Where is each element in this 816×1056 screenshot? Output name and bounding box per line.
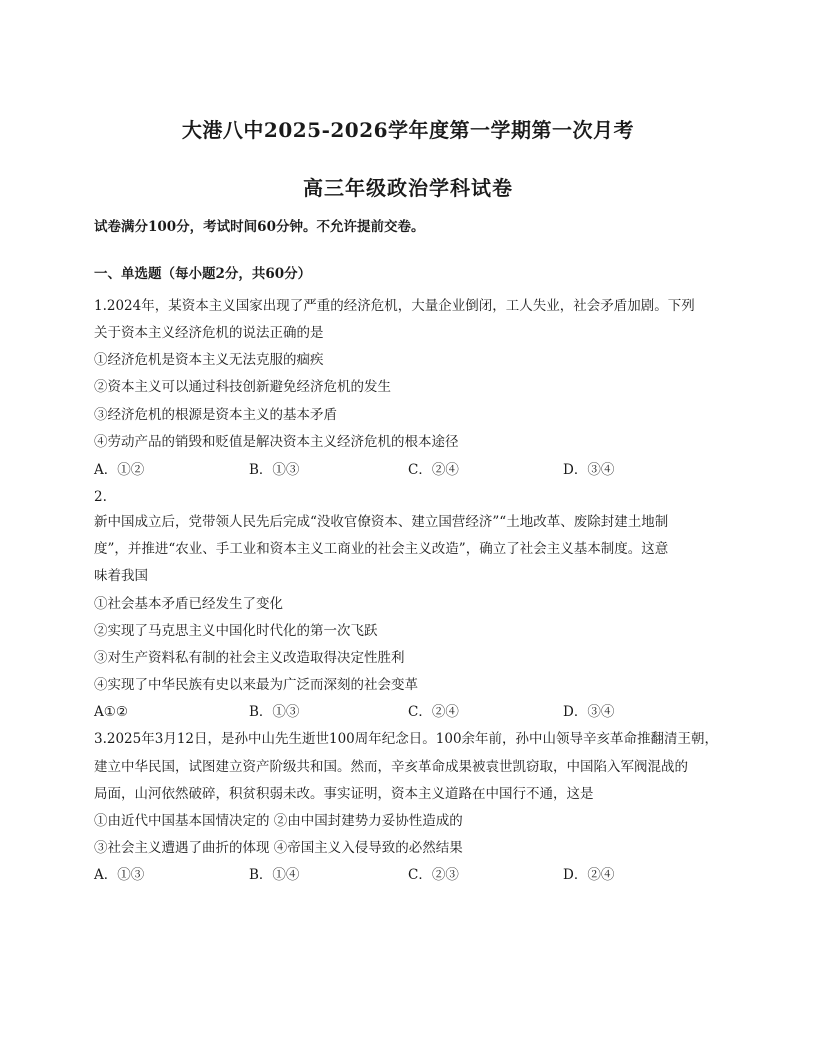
q2-options (94, 702, 734, 722)
q1-stem-line-1: 1.2024年，某资本主义国家出现了严重的经济危机，大量企业倒闭，工人失业，社会矛盾加剧。下列 (94, 298, 695, 314)
q1-stem-line-2: 关于资本主义经济危机的说法正确的是 (94, 325, 324, 341)
exam-subtitle: 高三年级政治学科试卷 (303, 176, 513, 200)
q3-item-line-1: ①由近代中国基本国情决定的 ②由中国封建势力妥协性造成的 (94, 813, 463, 829)
q1-item-4: ④劳动产品的销毁和贬值是解决资本主义经济危机的根本途径 (94, 434, 459, 450)
q3-options (94, 865, 734, 885)
q2-number: 2. (94, 489, 107, 505)
q3-item-line-2: ③社会主义遭遇了曲折的体现 ④帝国主义入侵导致的必然结果 (94, 840, 463, 856)
q3-option-d: D．②④ (563, 867, 615, 883)
q3-stem-line-2: 建立中华民国，试图建立资产阶级共和国。然而，辛亥革命成果被袁世凯窃取，中国陷入军阀混战的 (94, 759, 688, 775)
q3-stem-line-3: 局面，山河依然破碎，积贫积弱未改。事实证明，资本主义道路在中国行不通，这是 (94, 786, 594, 802)
q1-option-d: D．③④ (563, 462, 615, 478)
exam-title: 大港八中2025-2026学年度第一学期第一次月考 (181, 118, 635, 142)
q1-option-a: A．①② (94, 462, 145, 478)
q2-item-3: ③对生产资料私有制的社会主义改造取得决定性胜利 (94, 650, 405, 666)
q3-option-b: B．①④ (249, 867, 300, 883)
q2-item-1: ①社会基本矛盾已经发生了变化 (94, 596, 283, 612)
q1-item-3: ③经济危机的根源是资本主义的基本矛盾 (94, 407, 337, 423)
q1-option-c: C．②④ (408, 462, 459, 478)
q1-item-2: ②资本主义可以通过科技创新避免经济危机的发生 (94, 379, 391, 395)
q2-option-c: C．②④ (408, 704, 459, 720)
q2-stem-line-1: 新中国成立后，党带领人民先后完成“没收官僚资本、建立国营经济”“土地改革、废除封建土地制 (94, 514, 669, 530)
q2-option-b: B．①③ (249, 704, 300, 720)
q3-stem-line-1: 3.2025年3月12日，是孙中山先生逝世100周年纪念日。100余年前，孙中山领导辛亥革命推翻清王朝， (94, 731, 719, 747)
section-heading: 一、单选题（每小题2分，共60分） (94, 266, 312, 282)
q3-option-c: C．②③ (408, 867, 459, 883)
q2-item-2: ②实现了马克思主义中国化时代化的第一次飞跃 (94, 623, 378, 639)
q2-stem-line-3: 味着我国 (94, 568, 148, 584)
q3-option-a: A．①③ (94, 867, 145, 883)
q2-option-d: D．③④ (563, 704, 615, 720)
q2-option-a: A①② (94, 704, 128, 720)
q1-item-1: ①经济危机是资本主义无法克服的痼疾 (94, 352, 324, 368)
q1-options (94, 460, 734, 480)
q2-item-4: ④实现了中华民族有史以来最为广泛而深刻的社会变革 (94, 677, 418, 693)
q1-option-b: B．①③ (249, 462, 300, 478)
exam-instructions: 试卷满分100分，考试时间60分钟。不允许提前交卷。 (94, 219, 425, 235)
q2-stem-line-2: 度”，并推进“农业、手工业和资本主义工商业的社会主义改造”，确立了社会主义基本制度。这意 (94, 541, 669, 557)
